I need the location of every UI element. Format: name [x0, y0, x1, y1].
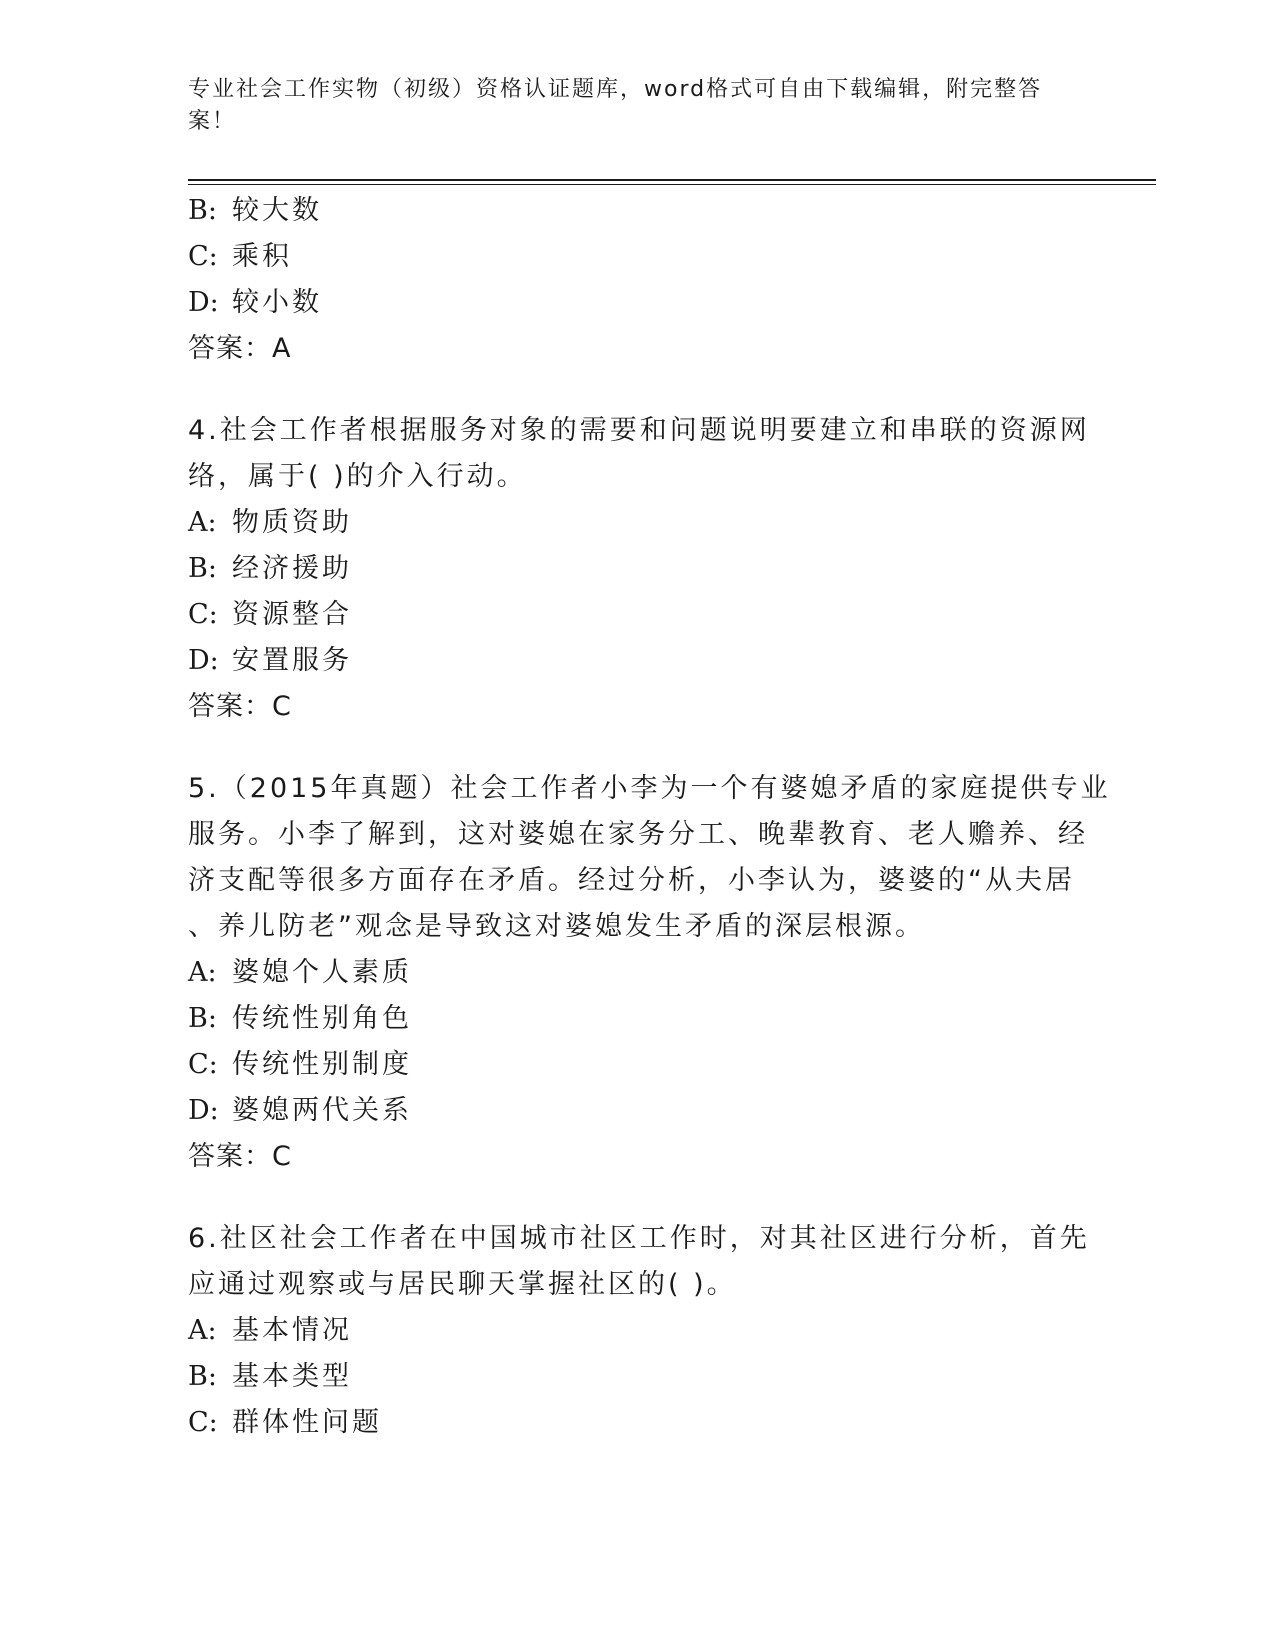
option-letter: C:: [188, 599, 218, 630]
option-d: [188, 1088, 1088, 1134]
option-c: [188, 1042, 1088, 1088]
option-d: [188, 280, 1088, 326]
option-letter: B:: [188, 195, 217, 226]
answer-line: 答案：C: [188, 691, 292, 722]
option-text: 群体性问题: [232, 1407, 382, 1438]
document-body: [188, 188, 1111, 1446]
option-c: [188, 1400, 1088, 1446]
question-text-line: 服务。小李了解到，这对婆媳在家务分工、晚辈教育、老人赡养、经: [188, 819, 1088, 850]
option-text: 较小数: [232, 287, 322, 318]
option-letter: C:: [188, 1049, 218, 1080]
option-text: 婆媳个人素质: [232, 957, 412, 988]
option-text: 基本类型: [232, 1361, 352, 1392]
option-letter: B:: [188, 553, 217, 584]
option-letter: A:: [188, 1315, 217, 1346]
question-5: [188, 766, 1111, 1180]
option-letter: B:: [188, 1361, 217, 1392]
option-b: [188, 546, 1088, 592]
document-header: [188, 74, 1068, 138]
header-rule-thick: [188, 179, 1156, 181]
option-text: 传统性别制度: [232, 1049, 412, 1080]
option-letter: D:: [188, 645, 219, 676]
option-letter: B:: [188, 1003, 217, 1034]
option-letter: C:: [188, 241, 218, 272]
question-text-line: 络，属于( )的介入行动。: [188, 461, 527, 492]
question-text-line: 、养儿防老”观念是导致这对婆媳发生矛盾的深层根源。: [188, 911, 925, 942]
question-3-continued: [188, 188, 1088, 372]
option-text: 乘积: [232, 241, 292, 272]
option-text: 较大数: [232, 195, 322, 226]
option-b: [188, 188, 1088, 234]
option-d: [188, 638, 1088, 684]
option-text: 经济援助: [232, 553, 352, 584]
option-a: [188, 1308, 1088, 1354]
option-a: [188, 950, 1088, 996]
option-b: [188, 996, 1088, 1042]
option-b: [188, 1354, 1088, 1400]
option-letter: C:: [188, 1407, 218, 1438]
option-c: [188, 592, 1088, 638]
option-c: [188, 234, 1088, 280]
question-text: [188, 766, 1111, 950]
question-text-line: 5.（2015年真题）社会工作者小李为一个有婆媳矛盾的家庭提供专业: [188, 773, 1111, 804]
header-line-1: 专业社会工作实物（初级）资格认证题库，word格式可自由下载编辑，附完整答: [188, 77, 1043, 102]
option-text: 传统性别角色: [232, 1003, 412, 1034]
option-letter: A:: [188, 957, 217, 988]
question-text-line: 4.社会工作者根据服务对象的需要和问题说明要建立和串联的资源网: [188, 415, 1090, 446]
answer-line: 答案：A: [188, 333, 292, 364]
option-text: 婆媳两代关系: [232, 1095, 412, 1126]
option-text: 基本情况: [232, 1315, 352, 1346]
question-text-line: 济支配等很多方面存在矛盾。经过分析，小李认为，婆婆的“从夫居: [188, 865, 1075, 896]
header-line-2: 案！: [188, 109, 237, 134]
option-text: 安置服务: [232, 645, 352, 676]
question-text-line: 应通过观察或与居民聊天掌握社区的( )。: [188, 1269, 737, 1300]
question-text-line: 6.社区社会工作者在中国城市社区工作时，对其社区进行分析，首先: [188, 1223, 1090, 1254]
option-a: [188, 500, 1088, 546]
option-letter: D:: [188, 1095, 219, 1126]
question-4: [188, 408, 1088, 730]
option-letter: A:: [188, 507, 217, 538]
question-6: [188, 1216, 1088, 1446]
option-text: 物质资助: [232, 507, 352, 538]
answer-line: 答案：C: [188, 1141, 292, 1172]
question-text: [188, 1216, 1088, 1308]
option-letter: D:: [188, 287, 219, 318]
option-text: 资源整合: [232, 599, 352, 630]
header-rule-thin: [188, 184, 1156, 185]
question-text: [188, 408, 1088, 500]
